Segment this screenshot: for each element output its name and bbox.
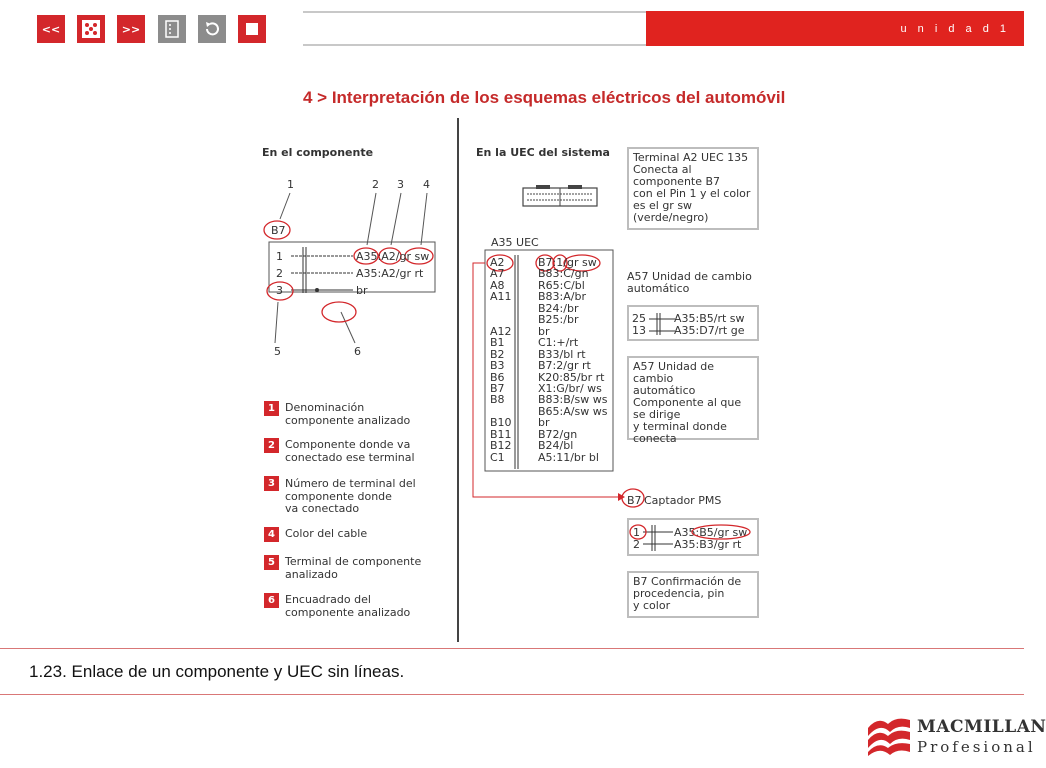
- caption-rule-bottom: [0, 694, 1024, 695]
- b7-box: [627, 518, 759, 556]
- first-page-button[interactable]: [37, 15, 65, 43]
- uec-pin: C1: [490, 450, 505, 464]
- legend-number: 4: [264, 527, 279, 542]
- callout-number: 1: [287, 178, 294, 191]
- legend-text: Terminal de componente analizado: [285, 555, 422, 581]
- a57-pin: 25: [632, 312, 646, 325]
- macmillan-logo-icon: [866, 714, 914, 756]
- uec-row-text: C1:+/rt: [538, 336, 579, 350]
- undo-arrow-icon: [203, 20, 221, 38]
- uec-pin: A8: [490, 278, 505, 292]
- right-heading: En la UEC del sistema: [476, 146, 610, 159]
- figure-divider: [457, 118, 459, 642]
- uec-row-text: br: [538, 416, 550, 430]
- section-title: 4 > Interpretación de los esquemas eléctricos del automóvil: [303, 88, 786, 107]
- uec-row-text: B7:2/gr rt: [538, 359, 591, 373]
- uec-row-text: B83:C/gn: [538, 267, 589, 281]
- uec-row-text: B72/gn: [538, 427, 578, 441]
- uec-row-text: R65:C/bl: [538, 278, 585, 292]
- uec-pin: A2: [490, 256, 505, 269]
- uec-pin: B8: [490, 393, 505, 407]
- index-button[interactable]: [77, 15, 105, 43]
- uec-pin: A7: [490, 267, 505, 281]
- legend-number: 5: [264, 555, 279, 570]
- dice-icon: [82, 20, 100, 38]
- a57-row-text: A35:D7/rt ge: [674, 324, 745, 337]
- uec-pin: B3: [490, 359, 505, 373]
- info-box-b7: [627, 571, 759, 618]
- uec-row-text: B83:A/br: [538, 290, 586, 304]
- uec-pin: B1: [490, 336, 505, 350]
- next-page-button[interactable]: [117, 15, 145, 43]
- component-pin: 3: [276, 284, 283, 297]
- a57-box: [627, 305, 759, 341]
- component-tag: B7: [271, 224, 286, 237]
- document-list-icon: [164, 20, 180, 38]
- uec-row-text: K20:85/br rt: [538, 370, 605, 384]
- callout-number: 4: [423, 178, 430, 191]
- info-box-text: Terminal A2 UEC 135 Conecta al componente B7 con el Pin 1 y el color es el gr sw (verde/negro): [633, 151, 751, 224]
- legend-number: 2: [264, 438, 279, 453]
- uec-row-text: B65:A/sw ws: [538, 404, 608, 418]
- b7-connector-lines: [629, 520, 761, 558]
- uec-pin: A11: [490, 290, 512, 304]
- component-row-text: A35:A2/gr sw: [356, 250, 430, 263]
- a57-heading: A57 Unidad de cambio automático: [627, 270, 752, 295]
- return-button[interactable]: [198, 15, 226, 43]
- a57-pin: 13: [632, 324, 646, 337]
- uec-row-text: B25:/br: [538, 313, 579, 327]
- b7-pin: 2: [633, 538, 640, 551]
- uec-title: A35 UEC: [491, 236, 539, 249]
- info-box-terminal: [627, 147, 759, 230]
- b7-pin: 1: [633, 526, 640, 539]
- unit-bar: [646, 11, 1024, 46]
- uec-pin: B6: [490, 370, 505, 384]
- contents-button[interactable]: [158, 15, 186, 43]
- component-row-text: A35:A2/gr rt: [356, 267, 424, 280]
- info-box-a57: [627, 356, 759, 445]
- uec-row-text: X1:G/br/ ws: [538, 381, 602, 395]
- header-rule: [303, 11, 646, 46]
- double-left-arrow-icon: <<: [41, 22, 61, 36]
- legend-number: 6: [264, 593, 279, 608]
- uec-pin: B2: [490, 347, 505, 361]
- component-row-text: br: [356, 284, 368, 297]
- legend-number: 1: [264, 401, 279, 416]
- b7-tag: B7: [627, 494, 642, 507]
- left-heading: En el componente: [262, 146, 374, 159]
- b7-row-text: A35:B5/gr sw: [674, 526, 748, 539]
- b7-highlight: [620, 487, 646, 509]
- callout-number: 6: [354, 345, 361, 358]
- figure-caption: 1.23. Enlace de un componente y UEC sin líneas.: [29, 662, 405, 681]
- info-box-text: B7 Confirmación de procedencia, pin y color: [633, 575, 742, 612]
- uec-row-text: B24/bl: [538, 439, 574, 453]
- uec-pin: A12: [490, 324, 512, 338]
- b7-heading: Captador PMS: [644, 494, 722, 507]
- uec-row-text: B7:1/gr sw: [538, 256, 597, 269]
- a57-row-text: A35:B5/rt sw: [674, 312, 745, 325]
- caption-rule-top: [0, 648, 1024, 649]
- component-pin: 2: [276, 267, 283, 280]
- uec-row-text: A5:11/br bl: [538, 450, 599, 464]
- component-diagram-lines: [255, 185, 455, 350]
- uec-pin: B7: [490, 381, 505, 395]
- info-box-text: A57 Unidad de cambio automático Componente al que se dirige y terminal donde conecta: [633, 360, 742, 445]
- stop-square-icon: [245, 22, 259, 36]
- callout-number: 3: [397, 178, 404, 191]
- uec-row-text: B33/bl rt: [538, 347, 586, 361]
- callout-number: 2: [372, 178, 379, 191]
- b7-row-text: A35:B3/gr rt: [674, 538, 742, 551]
- a57-connector-lines: [647, 311, 677, 337]
- legend-text: Color del cable: [285, 527, 368, 540]
- legend-text: Número de terminal del componente donde va conectado: [285, 477, 416, 515]
- uec-pin: B11: [490, 427, 512, 441]
- logo-line2: Profesional: [917, 738, 1036, 756]
- component-pin: 1: [276, 250, 283, 263]
- uec-pin: B10: [490, 416, 512, 430]
- unit-label: u n i d a d 1: [900, 23, 1010, 35]
- exit-button[interactable]: [238, 15, 266, 43]
- legend-text: Encuadrado del componente analizado: [285, 593, 411, 619]
- uec-row-text: B24:/br: [538, 301, 579, 315]
- double-right-arrow-icon: >>: [121, 22, 141, 36]
- legend-number: 3: [264, 476, 279, 491]
- logo-line1: MACMILLAN: [917, 717, 1046, 737]
- callout-number: 5: [274, 345, 281, 358]
- uec-pin: B12: [490, 439, 512, 453]
- connector-icon: [522, 185, 598, 209]
- legend-text: Componente donde va conectado ese terminal: [285, 438, 415, 464]
- uec-row-text: br: [538, 324, 550, 338]
- legend-text: Denominación componente analizado: [285, 401, 411, 427]
- uec-row-text: B83:B/sw ws: [538, 393, 608, 407]
